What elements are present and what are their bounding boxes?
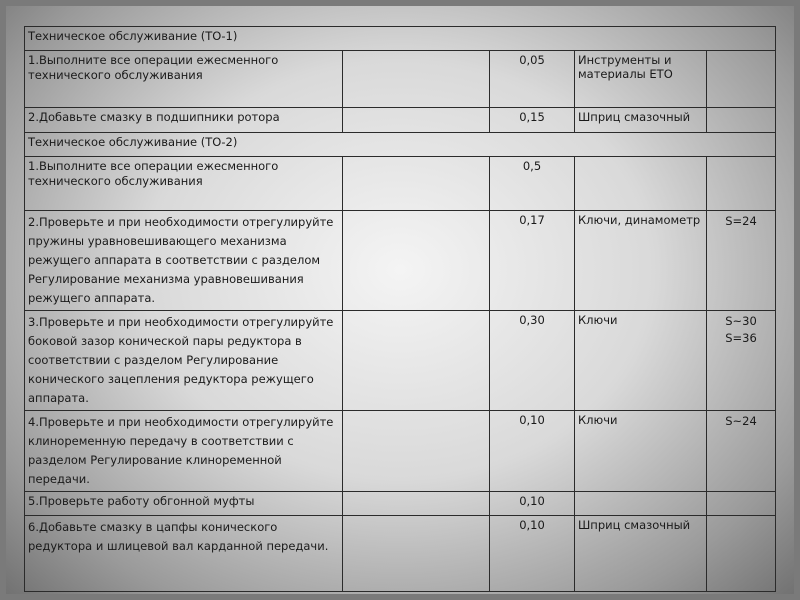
- operation-cell: 4.Проверьте и при необходимости отрегулируйте клиноременную передачу в соответствии с разделом Регулирование клиноременной передачи.: [25, 411, 343, 492]
- blank-cell: [343, 411, 490, 492]
- operation-cell: 2.Проверьте и при необходимости отрегулируйте пружины уравновешивающего механизма режущего аппарата в соответствии с разделом Регулирование механизма уравновешивания режущего аппарата.: [25, 211, 343, 311]
- blank-cell: [343, 157, 490, 211]
- wrench-size-cell: [707, 51, 776, 108]
- table-row: [25, 411, 776, 492]
- operation-cell: 1.Выполните все операции ежесменного технического обслуживания: [25, 51, 343, 108]
- norm-cell: 0,10: [490, 492, 575, 516]
- tools-cell: [575, 157, 707, 211]
- wrench-size-cell: [707, 492, 776, 516]
- tools-cell: Шприц смазочный: [575, 516, 707, 592]
- table-row: [25, 108, 776, 133]
- norm-cell: 0,5: [490, 157, 575, 211]
- tools-cell: Ключи: [575, 411, 707, 492]
- tools-cell: Ключи: [575, 311, 707, 411]
- norm-cell: 0,10: [490, 411, 575, 492]
- wrench-size: S~24: [725, 414, 757, 428]
- wrench-size-cell: [707, 516, 776, 592]
- blank-cell: [343, 211, 490, 311]
- norm-cell: 0,10: [490, 516, 575, 592]
- blank-cell: [343, 108, 490, 133]
- wrench-size-cell: [707, 157, 776, 211]
- section-header-row: [25, 133, 776, 157]
- operation-cell: 1.Выполните все операции ежесменного технического обслуживания: [25, 157, 343, 211]
- table-row: [25, 516, 776, 592]
- table-row: [25, 51, 776, 108]
- tools-cell: [575, 492, 707, 516]
- table-row: [25, 311, 776, 411]
- wrench-size-cell: [707, 311, 776, 411]
- table-row: [25, 492, 776, 516]
- wrench-size-cell: [707, 108, 776, 133]
- blank-cell: [343, 492, 490, 516]
- operation-cell: 3.Проверьте и при необходимости отрегулируйте боковой зазор конической пары редуктора в соответствии с разделом Регулирование конического зацепления редуктора режущего аппарата.: [25, 311, 343, 411]
- wrench-size-cell: [707, 211, 776, 311]
- section-title-to1: Техническое обслуживание (ТО-1): [25, 27, 776, 51]
- norm-cell: 0,17: [490, 211, 575, 311]
- tools-cell: Шприц смазочный: [575, 108, 707, 133]
- section-header-row: [25, 27, 776, 51]
- blank-cell: [343, 311, 490, 411]
- wrench-size-cell: [707, 411, 776, 492]
- blank-cell: [343, 516, 490, 592]
- operation-cell: 2.Добавьте смазку в подшипники ротора: [25, 108, 343, 133]
- norm-cell: 0,05: [490, 51, 575, 108]
- maintenance-table: [24, 26, 776, 592]
- wrench-size: S=36: [725, 331, 757, 345]
- wrench-size: S~30: [725, 314, 757, 328]
- tools-cell: Инструменты и материалы ЕТО: [575, 51, 707, 108]
- tools-cell: Ключи, динамометр: [575, 211, 707, 311]
- operation-cell: 6.Добавьте смазку в цапфы конического редуктора и шлицевой вал карданной передачи.: [25, 516, 343, 592]
- norm-cell: 0,15: [490, 108, 575, 133]
- table-row: [25, 157, 776, 211]
- blank-cell: [343, 51, 490, 108]
- wrench-size: S=24: [725, 214, 757, 228]
- operation-cell: 5.Проверьте работу обгонной муфты: [25, 492, 343, 516]
- norm-cell: 0,30: [490, 311, 575, 411]
- table-row: [25, 211, 776, 311]
- section-title-to2: Техническое обслуживание (ТО-2): [25, 133, 776, 157]
